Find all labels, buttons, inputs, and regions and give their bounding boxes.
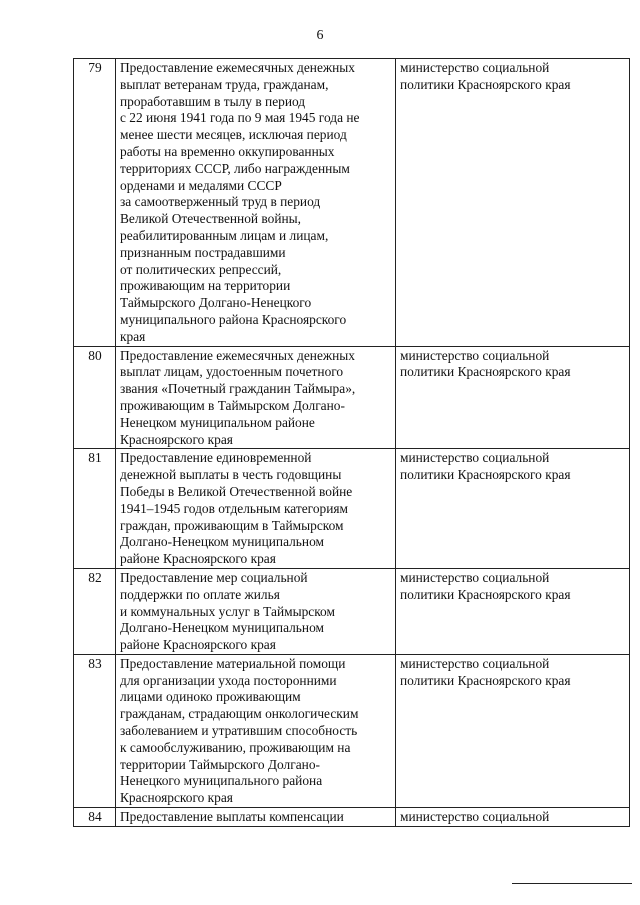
table-row bbox=[74, 59, 630, 347]
service-description-line: Ненецком муниципальном районе bbox=[120, 414, 315, 430]
service-description-line: районе Красноярского края bbox=[120, 637, 276, 653]
responsible-ministry bbox=[396, 59, 630, 347]
service-description bbox=[116, 654, 396, 807]
service-description-line: проработавшим в тылу в период bbox=[120, 93, 306, 109]
responsible-ministry bbox=[396, 808, 630, 827]
service-description-line: звания «Почетный гражданин Таймыра», bbox=[120, 381, 356, 397]
service-description-line: за самоотверженный труд в период bbox=[120, 194, 321, 210]
page-number: 6 bbox=[316, 28, 324, 43]
service-description-line: работы на временно оккупированных bbox=[120, 143, 335, 159]
service-description bbox=[116, 808, 396, 827]
service-description-line: Красноярского края bbox=[120, 431, 233, 447]
service-description-line: Предоставление выплаты компенсации bbox=[120, 809, 344, 825]
service-description bbox=[116, 449, 396, 569]
service-description-line: проживающим на территории bbox=[120, 278, 291, 294]
service-description-line: выплат ветеранам труда, гражданам, bbox=[120, 76, 329, 92]
service-description-line: Предоставление мер социальной bbox=[120, 569, 308, 585]
table-row bbox=[74, 808, 630, 827]
row-number: 83 bbox=[74, 654, 116, 807]
responsible-ministry-line: политики Красноярского края bbox=[400, 76, 571, 92]
service-description-line: выплат лицам, удостоенным почетного bbox=[120, 364, 344, 380]
responsible-ministry-line: политики Красноярского края bbox=[400, 672, 571, 688]
service-description-line: от политических репрессий, bbox=[120, 261, 282, 277]
service-description-line: Предоставление материальной помощи bbox=[120, 655, 346, 671]
service-description-line: Великой Отечественной войны, bbox=[120, 211, 302, 227]
service-description-line: признанным пострадавшими bbox=[120, 244, 286, 260]
page-bottom-rule bbox=[512, 883, 632, 884]
service-description-line: и коммунальных услуг в Таймырском bbox=[120, 603, 335, 619]
responsible-ministry bbox=[396, 449, 630, 569]
table-row bbox=[74, 568, 630, 654]
service-description-line: граждан, проживающим в Таймырском bbox=[120, 517, 344, 533]
responsible-ministry bbox=[396, 654, 630, 807]
service-description bbox=[116, 568, 396, 654]
responsible-ministry-line: министерство социальной bbox=[400, 60, 550, 75]
responsible-ministry-line: политики Красноярского края bbox=[400, 364, 571, 380]
service-description-line: Долгано-Ненецком муниципальном bbox=[120, 534, 324, 550]
responsible-ministry-line: министерство социальной bbox=[400, 809, 550, 825]
service-description-line: к самообслуживанию, проживающим на bbox=[120, 739, 351, 755]
service-description-line: Долгано-Ненецком муниципальном bbox=[120, 620, 324, 636]
service-description-line: с 22 июня 1941 года по 9 мая 1945 года не bbox=[120, 110, 360, 126]
service-description-line: орденами и медалями СССР bbox=[120, 177, 282, 193]
service-description-line: территории Таймырского Долгано- bbox=[120, 756, 320, 772]
service-description-line: края bbox=[120, 328, 146, 344]
responsible-ministry bbox=[396, 568, 630, 654]
service-description-line: лицами одиноко проживающим bbox=[120, 689, 301, 705]
table-row bbox=[74, 449, 630, 569]
service-description-line: районе Красноярского края bbox=[120, 551, 276, 567]
responsible-ministry bbox=[396, 346, 630, 449]
row-number: 82 bbox=[74, 568, 116, 654]
row-number: 80 bbox=[74, 346, 116, 449]
service-description-line: Красноярского края bbox=[120, 790, 233, 806]
row-number: 84 bbox=[74, 808, 116, 827]
service-description-line: проживающим в Таймырском Долгано- bbox=[120, 397, 345, 413]
service-description-line: поддержки по оплате жилья bbox=[120, 586, 280, 602]
responsible-ministry-line: министерство социальной bbox=[400, 569, 550, 585]
row-number: 81 bbox=[74, 449, 116, 569]
service-description-line: Таймырского Долгано-Ненецкого bbox=[120, 295, 312, 311]
table-row bbox=[74, 654, 630, 807]
service-description-line: Предоставление единовременной bbox=[120, 450, 312, 466]
responsible-ministry-line: политики Красноярского края bbox=[400, 586, 571, 602]
service-description-line: Предоставление ежемесячных денежных bbox=[120, 347, 356, 363]
responsible-ministry-line: министерство социальной bbox=[400, 655, 550, 671]
service-description bbox=[116, 59, 396, 347]
row-number: 79 bbox=[74, 59, 116, 347]
responsible-ministry-line: политики Красноярского края bbox=[400, 467, 571, 483]
service-description bbox=[116, 346, 396, 449]
service-description-line: территориях СССР, либо награжденным bbox=[120, 160, 350, 176]
service-description-line: реабилитированным лицам и лицам, bbox=[120, 227, 329, 243]
service-description-line: менее шести месяцев, исключая период bbox=[120, 127, 347, 143]
responsible-ministry-line: министерство социальной bbox=[400, 450, 550, 466]
service-description-line: для организации ухода посторонними bbox=[120, 672, 337, 688]
table-body bbox=[74, 59, 630, 827]
service-description-line: Предоставление ежемесячных денежных bbox=[120, 60, 356, 75]
service-description-line: Ненецкого муниципального района bbox=[120, 773, 323, 789]
table-row bbox=[74, 346, 630, 449]
service-description-line: 1941–1945 годов отдельным категориям bbox=[120, 500, 349, 516]
services-table bbox=[73, 58, 630, 827]
service-description-line: денежной выплаты в честь годовщины bbox=[120, 467, 342, 483]
responsible-ministry-line: министерство социальной bbox=[400, 347, 550, 363]
service-description-line: Победы в Великой Отечественной войне bbox=[120, 483, 353, 499]
service-description-line: заболеванием и утратившим способность bbox=[120, 723, 358, 739]
service-description-line: гражданам, страдающим онкологическим bbox=[120, 706, 359, 722]
service-description-line: муниципального района Красноярского bbox=[120, 311, 347, 327]
